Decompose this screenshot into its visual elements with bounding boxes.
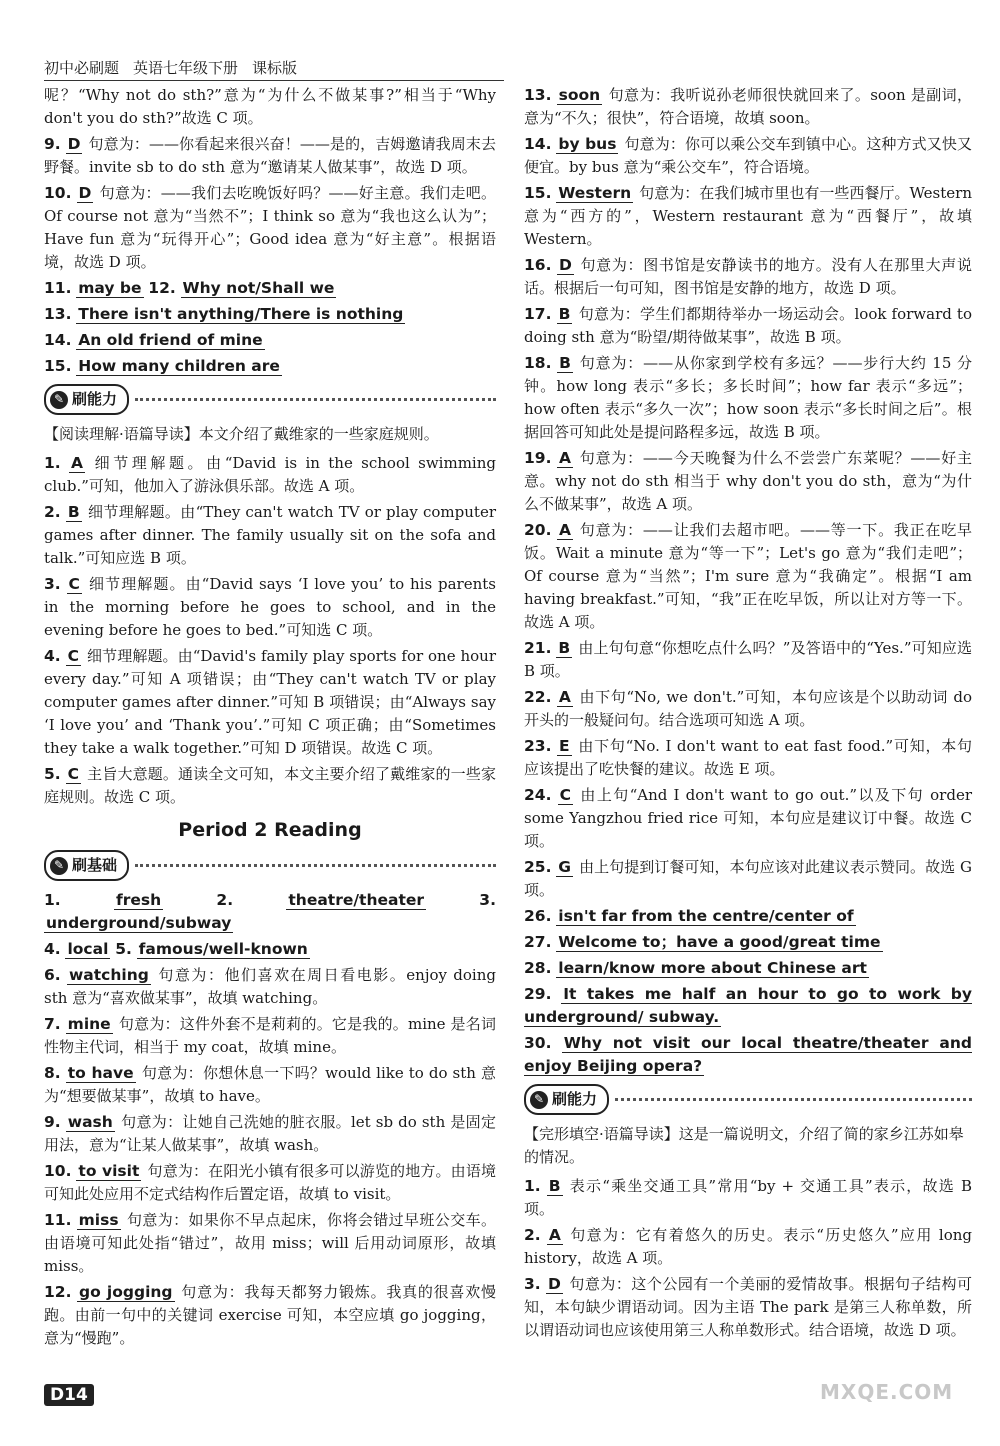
item-number: 19. xyxy=(524,449,552,467)
item-answer: Western xyxy=(558,184,632,202)
item-number: 3. xyxy=(524,1275,541,1293)
item-number: 11. xyxy=(44,279,72,297)
answer-item xyxy=(44,1062,496,1108)
item-answer: isn't far from the centre/center of xyxy=(558,907,854,925)
item-number: 13. xyxy=(524,86,552,104)
item-explanation: 句意为：学生们都期待举办一场运动会。look forward to doing sth 意为“盼望/期待做某事”，故选 B 项。 xyxy=(524,305,972,346)
answer-item xyxy=(44,133,496,179)
item-answer: A xyxy=(558,688,571,706)
item-answer: C xyxy=(67,647,79,665)
item-answer: D xyxy=(547,1275,561,1293)
pen-icon: ✎ xyxy=(50,391,68,409)
dotted-divider xyxy=(135,398,496,401)
item-explanation: 句意为：它有着悠久的历史。表示“历史悠久”应用 long history，故选 A 项。 xyxy=(524,1226,972,1267)
answer-item xyxy=(524,856,972,902)
item-number: 14. xyxy=(524,135,552,153)
page-header xyxy=(44,52,504,81)
answer-item xyxy=(524,254,972,300)
item-answer: soon xyxy=(558,86,601,104)
item-number: 3. xyxy=(479,891,496,909)
item-number: 23. xyxy=(524,737,552,755)
answer-item xyxy=(44,645,496,760)
section-bar xyxy=(44,384,496,415)
item-explanation: 细节理解题。由“David says ‘I love you’ to his parents in the morning before he goes to school, and in the evening before he goes to bed.”可知选 C 项。 xyxy=(44,575,496,639)
item-number: 8. xyxy=(44,1064,61,1082)
answer-item xyxy=(44,452,496,498)
item-number: 1. xyxy=(44,891,61,909)
answer-item xyxy=(524,1273,972,1342)
item-answer: A xyxy=(71,454,84,472)
answer-item xyxy=(524,84,972,130)
item-explanation: 由上句句意“你想吃点什么吗？”及答语中的“Yes.”可知应选 B 项。 xyxy=(524,639,972,680)
item-number: 20. xyxy=(524,521,552,539)
section-tag: ✎ 刷基础 xyxy=(44,850,129,881)
item-answer: B xyxy=(67,503,80,521)
item-number: 9. xyxy=(44,135,61,153)
item-number: 9. xyxy=(44,1113,61,1131)
answer-item xyxy=(524,957,972,980)
item-number: 5. xyxy=(44,765,61,783)
item-answer: C xyxy=(68,575,80,593)
item-answer: B xyxy=(559,354,571,372)
cloze-intro: 【完形填空·语篇导读】这是一篇说明文，介绍了简的家乡江苏如皋的情况。 xyxy=(524,1125,964,1166)
item-explanation: 细节理解题。由“David is in the school swimming club.”可知，他加入了游泳俱乐部。故选 A 项。 xyxy=(44,454,496,495)
item-answer: wash xyxy=(67,1113,113,1131)
item-number: 1. xyxy=(44,454,61,472)
item-answer: underground/subway xyxy=(46,914,232,932)
dotted-divider xyxy=(135,864,496,867)
item-answer: may be xyxy=(78,279,142,297)
item-explanation: 句意为：——从你家到学校有多远？——步行大约 15 分钟。how long 表示“多长；多长时间”；how far 表示“多远”；how often 表示“多久一次”；how soon 表示“多长时间之后”。根据回答可知此处是提问路程多远，故选 B 项。 xyxy=(524,354,972,441)
item-answer: D xyxy=(558,256,572,274)
item-number: 27. xyxy=(524,933,552,951)
item-number: 30. xyxy=(524,1034,552,1052)
item-number: 11. xyxy=(44,1211,72,1229)
item-answer: miss xyxy=(78,1211,119,1229)
item-answer: C xyxy=(67,765,79,783)
reading-intro: 【阅读理解·语篇导读】本文介绍了戴维家的一些家庭规则。 xyxy=(44,425,439,443)
item-explanation: 表示“乘坐交通工具”常用“by + 交通工具”表示，故选 B 项。 xyxy=(524,1177,972,1218)
answer-item xyxy=(524,637,972,683)
right-column xyxy=(524,84,972,1345)
item-number: 2. xyxy=(44,503,61,521)
item-answer: There isn't anything/There is nothing xyxy=(78,305,404,323)
section-tag: ✎ 刷能力 xyxy=(44,384,129,415)
answer-item xyxy=(524,1224,972,1270)
item-explanation: 句意为：让她自己洗她的脏衣服。let sb do sth 是固定用法，意为“让某人做某事”，故填 wash。 xyxy=(44,1113,496,1154)
answer-item xyxy=(524,447,972,516)
item-answer: to have xyxy=(67,1064,134,1082)
item-explanation: 句意为：我听说孙老师很快就回来了。soon 是副词，意为“不久；很快”，符合语境，故填 soon。 xyxy=(524,86,972,127)
period-title: Period 2 Reading xyxy=(178,819,362,841)
item-number: 22. xyxy=(524,688,552,706)
answer-item xyxy=(524,686,972,732)
item-number: 21. xyxy=(524,639,552,657)
answer-item xyxy=(44,1160,496,1206)
item-number: 10. xyxy=(44,184,72,202)
item-explanation: 句意为：你可以乘公交车到镇中心。这种方式又快又便宜。by bus 意为“乘公交车”，符合语境。 xyxy=(524,135,972,176)
item-number: 2. xyxy=(524,1226,541,1244)
item-number: 2. xyxy=(216,891,234,909)
answer-item xyxy=(44,1111,496,1157)
answer-item xyxy=(524,735,972,781)
item-number: 24. xyxy=(524,786,552,804)
answer-item xyxy=(44,573,496,642)
item-answer: famous/well-known xyxy=(138,940,308,958)
item-explanation: 句意为：——你看起来很兴奋！——是的，吉姆邀请我周末去野餐。invite sb to do sth 意为“邀请某人做某事”，故选 D 项。 xyxy=(44,135,496,176)
item-explanation: 句意为：——让我们去超市吧。——等一下。我正在吃早饭。Wait a minute 意为“等一下”；Let's go 意为“我们走吧”；Of course 意为“当然”；I'm sure 意为“我确定”。根据“I am having breakfast.”可知，“我”正在吃早饭，所以让对方等一下。故选 A 项。 xyxy=(524,521,972,631)
item-explanation: 句意为：在我们城市里也有一些西餐厅。Western 意为“西方的”，Western restaurant 意为“西餐厅”，故填 Western。 xyxy=(524,184,972,248)
item-number: 4. xyxy=(44,647,61,665)
item-number: 3. xyxy=(44,575,61,593)
item-answer: E xyxy=(559,737,570,755)
section-tag: ✎ 刷能力 xyxy=(524,1084,609,1115)
item-answer: A xyxy=(559,521,572,539)
item-answer: theatre/theater xyxy=(288,891,425,909)
answer-item xyxy=(44,1281,496,1350)
answer-item xyxy=(524,133,972,179)
item-answer: Why not/Shall we xyxy=(182,279,335,297)
item-number: 26. xyxy=(524,907,552,925)
answer-item xyxy=(44,182,496,274)
watermark: MXQE.COM xyxy=(820,1380,954,1404)
item-explanation: 由上句提到订餐可知，本句应该对此建议表示赞同。故选 G 项。 xyxy=(524,858,972,899)
item-answer: by bus xyxy=(558,135,617,153)
answer-item xyxy=(524,1175,972,1221)
item-explanation: 句意为：我每天都努力锻炼。我真的很喜欢慢跑。由前一句中的关键词 exercise 可知，本空应填 go jogging，意为“慢跑”。 xyxy=(44,1283,496,1347)
item-number: 15. xyxy=(524,184,552,202)
answer-item xyxy=(44,964,496,1010)
item-number: 17. xyxy=(524,305,552,323)
item-number: 13. xyxy=(44,305,72,323)
answer-item xyxy=(44,763,496,809)
item-number: 14. xyxy=(44,331,72,349)
answer-item xyxy=(524,905,972,928)
item-explanation: 由下句“No. I don't want to eat fast food.”可知，本句应该提出了吃快餐的建议。故选 E 项。 xyxy=(524,737,972,778)
answer-item xyxy=(44,329,496,352)
answer-item xyxy=(44,938,496,961)
item-number: 15. xyxy=(44,357,72,375)
continued-text: 呢？“Why not do sth?”意为“为什么不做某事?”相当于“Why don't you do sth?”故选 C 项。 xyxy=(44,86,496,127)
item-answer: Welcome to；have a good/great time xyxy=(558,933,881,951)
item-answer: B xyxy=(548,1177,561,1195)
pen-icon: ✎ xyxy=(50,857,68,875)
item-number: 18. xyxy=(524,354,552,372)
item-explanation: 句意为：你想休息一下吗？would like to do sth 意为“想要做某事”，故填 to have。 xyxy=(44,1064,496,1105)
item-answer: watching xyxy=(68,966,149,984)
item-explanation: 句意为：如果你不早点起床，你将会错过早班公交车。由语境可知此处指“错过”，故用 miss；will 后用动词原形，故填 miss。 xyxy=(44,1211,496,1275)
item-explanation: 主旨大意题。通读全文可知，本文主要介绍了戴维家的一些家庭规则。故选 C 项。 xyxy=(44,765,496,806)
subject-name: 英语七年级下册 xyxy=(133,59,239,77)
page-number: D14 xyxy=(44,1384,94,1406)
item-number: 12. xyxy=(44,1283,72,1301)
answer-item xyxy=(524,182,972,251)
item-number: 25. xyxy=(524,858,552,876)
answer-item xyxy=(44,1013,496,1059)
item-answer: Why not visit our local theatre/theater and enjoy Beijing opera? xyxy=(524,1034,972,1075)
answer-item xyxy=(524,784,972,853)
item-explanation: 细节理解题。由“They can't watch TV or play computer games after dinner. The family usually sit on the sofa and talk.”可知应选 B 项。 xyxy=(44,503,496,567)
item-number: 12. xyxy=(148,279,176,297)
item-explanation: 由下句“No, we don't.”可知，本句应该是个以助动词 do 开头的一般疑问句。结合选项可知选 A 项。 xyxy=(524,688,972,729)
item-answer: An old friend of mine xyxy=(78,331,263,349)
answer-item xyxy=(44,1209,496,1278)
item-number: 1. xyxy=(524,1177,541,1195)
answer-item xyxy=(524,519,972,634)
answer-item xyxy=(44,355,496,378)
section-bar xyxy=(44,850,496,881)
edition-name: 课标版 xyxy=(252,59,298,77)
left-column xyxy=(44,84,496,1353)
answer-item xyxy=(44,277,496,300)
item-answer: G xyxy=(558,858,572,876)
answer-item xyxy=(44,303,496,326)
answer-item xyxy=(524,352,972,444)
item-explanation: 句意为：图书馆是安静读书的地方。没有人在那里大声说话。根据后一句可知，图书馆是安静的地方，故选 D 项。 xyxy=(524,256,972,297)
item-number: 6. xyxy=(44,966,61,984)
item-number: 10. xyxy=(44,1162,72,1180)
answer-item xyxy=(524,931,972,954)
item-answer: It takes me half an hour to go to work by underground/ subway. xyxy=(524,985,972,1026)
item-answer: B xyxy=(558,305,571,323)
item-answer: fresh xyxy=(115,891,162,909)
item-explanation: 句意为：这个公园有一个美丽的爱情故事。根据句子结构可知，本句缺少谓语动词。因为主语 The park 是第三人称单数，所以谓语动词也应该使用第三人称单数形式。结合语境，故选 D 项。 xyxy=(524,1275,972,1339)
item-answer: How many children are xyxy=(78,357,280,375)
pen-icon: ✎ xyxy=(530,1091,548,1109)
item-answer: to visit xyxy=(78,1162,140,1180)
item-number: 7. xyxy=(44,1015,61,1033)
item-answer: go jogging xyxy=(79,1283,173,1301)
answer-item xyxy=(524,1032,972,1078)
answer-item xyxy=(524,303,972,349)
item-explanation: 由上句“And I don't want to go out.”以及下句 order some Yangzhou fried rice 可知，本句应是建议订中餐。故选 C 项。 xyxy=(524,786,972,850)
item-answer: B xyxy=(558,639,571,657)
section-bar xyxy=(524,1084,972,1115)
answer-item xyxy=(524,983,972,1029)
item-answer: A xyxy=(559,449,572,467)
answer-item xyxy=(44,501,496,570)
dotted-divider xyxy=(615,1098,972,1101)
book-name: 初中必刷题 xyxy=(44,59,120,77)
answer-item xyxy=(44,889,496,935)
item-number: 5. xyxy=(115,940,132,958)
item-explanation: 句意为：这件外套不是莉莉的。它是我的。mine 是名词性物主代词，相当于 my coat，故填 mine。 xyxy=(44,1015,496,1056)
item-answer: learn/know more about Chinese art xyxy=(558,959,867,977)
item-answer: D xyxy=(67,135,81,153)
item-explanation: 句意为：——今天晚餐为什么不尝尝广东菜呢？——好主意。why not do sth 相当于 why don't you do sth，意为“为什么不做某事”，故选 A 项。 xyxy=(524,449,972,513)
item-number: 16. xyxy=(524,256,552,274)
item-explanation: 句意为：他们喜欢在周日看电影。enjoy doing sth 意为“喜欢做某事”，故填 watching。 xyxy=(44,966,496,1007)
item-explanation: 句意为：——我们去吃晚饭好吗？——好主意。我们走吧。Of course not 意为“当然不”；I think so 意为“我也这么认为”；Have fun 意为“玩得开心”；Good idea 意为“好主意”。根据语境，故选 D 项。 xyxy=(44,184,496,271)
item-answer: D xyxy=(78,184,92,202)
item-answer: C xyxy=(559,786,572,804)
item-number: 4. xyxy=(44,940,61,958)
item-number: 28. xyxy=(524,959,552,977)
item-explanation: 细节理解题。由“David's family play sports for one hour every day.”可知 A 项错误；由“They can't watch TV or play computer games after dinner.”可知 B 项错误；由“Always say ‘I love you’ and ‘Thank you’.”可知 C 项正确；由“Sometimes they take a walk together.”可知 D 项错误。故选 C 项。 xyxy=(44,647,496,757)
item-answer: local xyxy=(67,940,109,958)
item-explanation: 句意为：在阳光小镇有很多可以游览的地方。由语境可知此处应用不定式结构作后置定语，故填 to visit。 xyxy=(44,1162,496,1203)
item-number: 29. xyxy=(524,985,552,1003)
item-answer: A xyxy=(548,1226,561,1244)
item-answer: mine xyxy=(67,1015,111,1033)
